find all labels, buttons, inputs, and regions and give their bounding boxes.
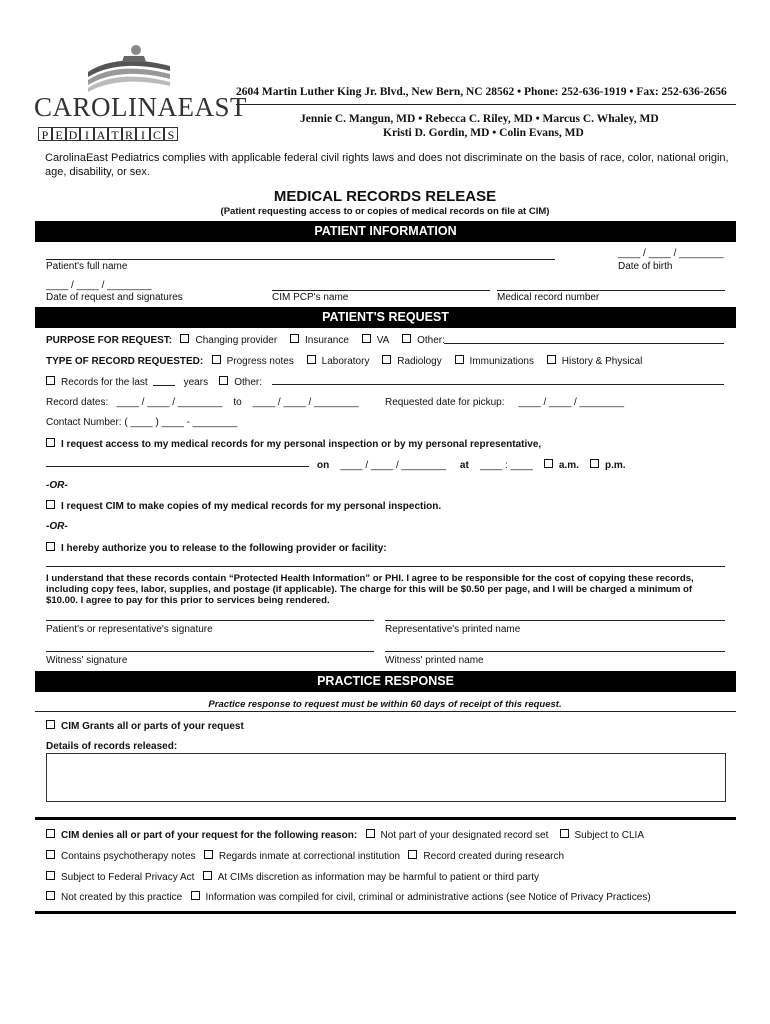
response-divider [35,711,736,712]
mrn-line[interactable] [497,290,725,291]
page-subtitle: (Patient requesting access to or copies of medical records on file at CIM) [220,206,550,217]
release-option: I hereby authorize you to release to the following provider or facility: [46,542,387,554]
doctors-line-2: Kristi D. Gordin, MD • Colin Evans, MD [383,127,584,139]
reason-inmate-checkbox[interactable] [204,850,213,859]
grants-checkbox[interactable] [46,720,55,729]
header-rule [236,104,736,105]
practice-address: 2604 Martin Luther King Jr. Blvd., New Bern, NC 28562 • Phone: 252-636-1919 • Fax: 252-636-2656 [236,86,727,98]
patients-request-bar: PATIENT'S REQUEST [35,307,736,328]
type-immunizations-checkbox[interactable] [455,355,464,364]
at-time-blank[interactable]: ____ : ____ [479,460,533,471]
years-blank[interactable] [153,377,175,386]
records-last-row: Records for the last years Other: [46,376,262,388]
nondiscrimination-notice: CarolinaEast Pediatrics complies with applicable federal civil rights laws and does not discriminate on the basis of race, color, national origin, age, disability, or sex. [45,152,729,178]
record-dates-to-blank[interactable]: ____ / ____ / ________ [252,397,359,408]
denies-row: CIM denies all or part of your request for the following reason: Not part of your designated record set Subject to CLIA [46,829,644,841]
grants-option: CIM Grants all or parts of your request [46,720,244,732]
type-label: TYPE OF RECORD REQUESTED: [46,356,204,367]
records-other-line[interactable] [272,384,724,385]
reasons-row-2: Contains psychotherapy notes Regards inmate at correctional institution Record created during research [46,850,564,862]
on-date-blank[interactable]: ____ / ____ / ________ [340,460,446,471]
am-checkbox[interactable] [544,459,553,468]
copies-checkbox[interactable] [46,500,55,509]
purpose-other-line[interactable] [444,343,724,344]
details-textbox[interactable] [46,753,726,802]
type-laboratory-checkbox[interactable] [307,355,316,364]
contact-number[interactable]: Contact Number: ( ____ ) ____ - ________ [46,417,238,428]
purpose-changing-checkbox[interactable] [180,334,189,343]
purpose-va-checkbox[interactable] [362,334,371,343]
doctors-line-1: Jennie C. Mangun, MD • Rebecca C. Riley, MD • Marcus C. Whaley, MD [300,113,659,125]
records-other-checkbox[interactable] [219,376,228,385]
practice-response-bar: PRACTICE RESPONSE [35,671,736,692]
dob-blank[interactable]: ____ / ____ / ________ [618,248,724,259]
pickup-row: Requested date for pickup: ____ / ____ / ________ [385,397,625,408]
phi-acknowledgement: I understand that these records contain “Protected Health Information” or PHI. I agree to be responsible for the cost of copying these records, including copy fees, labor, supplies, and postage (if applicable). The charge for this will be $0.50 per page, and I will be charged a minimum of $10.00. I agree to pay for this prior to services being rendered. [46,573,694,606]
access-option: I request access to my medical records for my personal inspection or by my personal representative, [46,438,541,450]
release-facility-line[interactable] [46,566,725,567]
pickup-blank[interactable]: ____ / ____ / ________ [518,397,625,408]
rep-name-label: Representative's printed name [385,624,521,635]
witness-name-line[interactable] [385,651,725,652]
reasons-row-3: Subject to Federal Privacy Act At CIMs discretion as information may be harmful to patient or third party [46,871,539,883]
representative-line[interactable] [46,466,309,467]
pcp-label: CIM PCP's name [272,292,349,303]
witness-signature-line[interactable] [46,651,374,652]
records-last-checkbox[interactable] [46,376,55,385]
record-dates-from-blank[interactable]: ____ / ____ / ________ [116,397,223,408]
pm-checkbox[interactable] [590,459,599,468]
rep-name-line[interactable] [385,620,725,621]
denies-checkbox[interactable] [46,829,55,838]
purpose-other-checkbox[interactable] [402,334,411,343]
witness-name-label: Witness' printed name [385,655,484,666]
section-rule-top [35,817,736,820]
reason-harmful-checkbox[interactable] [203,871,212,880]
or-separator-1: -OR- [46,480,68,491]
logo-name: CAROLINAEAST [34,92,247,122]
reason-not-designated-checkbox[interactable] [366,829,375,838]
logo [34,44,247,144]
request-date-blank[interactable]: ____ / ____ / ________ [46,280,152,291]
reason-not-created-checkbox[interactable] [46,891,55,900]
type-row: TYPE OF RECORD REQUESTED: Progress notes Laboratory Radiology Immunizations History & Physical [46,356,643,367]
reason-clia-checkbox[interactable] [560,829,569,838]
purpose-insurance-checkbox[interactable] [290,334,299,343]
full-name-label: Patient's full name [46,261,128,272]
full-name-line[interactable] [46,259,555,260]
or-separator-2: -OR- [46,521,68,532]
patient-signature-line[interactable] [46,620,374,621]
mrn-label: Medical record number [497,292,600,303]
copies-option: I request CIM to make copies of my medical records for my personal inspection. [46,500,441,512]
reason-research-checkbox[interactable] [408,850,417,859]
appointment-row: on ____ / ____ / ________ at ____ : ____ a.m. p.m. [317,460,626,471]
details-label: Details of records released: [46,741,178,752]
type-history-checkbox[interactable] [547,355,556,364]
reason-privacy-act-checkbox[interactable] [46,871,55,880]
logo-emblem-icon [84,44,174,94]
access-checkbox[interactable] [46,438,55,447]
type-radiology-checkbox[interactable] [382,355,391,364]
release-checkbox[interactable] [46,542,55,551]
section-rule-bottom [35,911,736,914]
witness-signature-label: Witness' signature [46,655,128,666]
reason-psychotherapy-checkbox[interactable] [46,850,55,859]
logo-pediatrics: P E D I A T R I C S [38,126,178,144]
reason-legal-action-checkbox[interactable] [191,891,200,900]
record-dates-row: Record dates: ____ / ____ / ________ to ____ / ____ / ________ [46,397,359,408]
page-title: MEDICAL RECORDS RELEASE [273,188,497,205]
patient-signature-label: Patient's or representative's signature [46,624,213,635]
dob-label: Date of birth [618,261,673,272]
purpose-label: PURPOSE FOR REQUEST: [46,335,173,346]
type-progress-checkbox[interactable] [212,355,221,364]
reasons-row-4: Not created by this practice Information was compiled for civil, criminal or administrative actions (see Notice of Privacy Practices) [46,891,651,903]
pcp-line[interactable] [272,290,490,291]
patient-information-bar: PATIENT INFORMATION [35,221,736,242]
request-date-label: Date of request and signatures [46,292,183,303]
response-deadline-note: Practice response to request must be within 60 days of receipt of this request. [208,699,562,710]
purpose-row: PURPOSE FOR REQUEST: Changing provider Insurance VA Other: [46,335,445,346]
